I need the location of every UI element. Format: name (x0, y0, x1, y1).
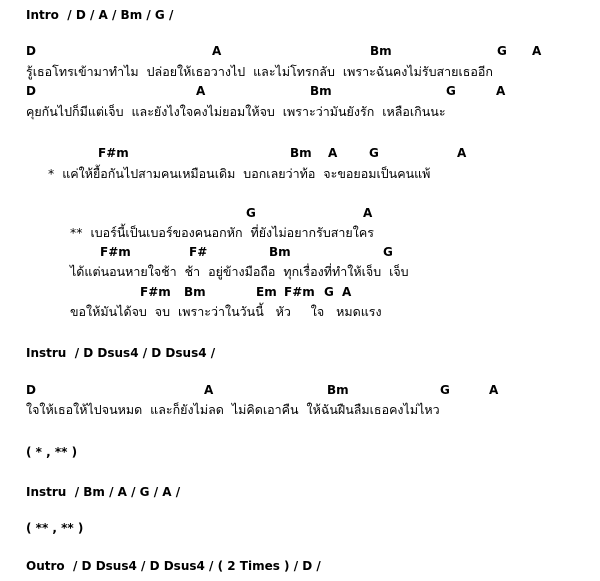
chord: Bm (310, 84, 332, 98)
chord: G (440, 383, 450, 397)
chord: G (246, 206, 256, 220)
chorus-lyric-2: ได้แต่นอนหายใจช้า ช้า อยู่ข้างมือถือ ทุกเรื่องที่ทำให้เจ็บ เจ็บ (70, 264, 409, 279)
instru-line-2: Instru / Bm / A / G / A / (26, 485, 181, 499)
chord: Bm (269, 245, 291, 259)
chord: F#m (98, 146, 129, 160)
verse2-lyric: ใจให้เธอให้ไปจนหมด และก็ยังไม่ลด ไม่คิดเอาคืน ให้ฉันฝืนลืมเธอคงไม่ไหว (26, 402, 440, 417)
chord: G (497, 44, 507, 58)
chord: A (496, 84, 506, 98)
pre-lyric: * แค่ให้ยื้อกันไปสามคนเหมือนเดิม บอกเลยว่าท้อ จะขอยอมเป็นคนแพ้ (48, 166, 431, 181)
verse1-lyric-1: รู้เธอโทรเข้ามาทำไม ปล่อยให้เธอวางไป และไม่โทรกลับ เพราะฉันคงไม่รับสายเธออีก (26, 64, 493, 79)
chord: Bm (184, 285, 206, 299)
chord: F# (189, 245, 208, 259)
chord: A (457, 146, 467, 160)
chord: G (324, 285, 334, 299)
chord: A (196, 84, 206, 98)
chord: Em (256, 285, 277, 299)
verse1-lyric-2: คุยกันไปก็มีแต่เจ็บ และยังไงใจคงไม่ยอมให้จบ เพราะว่ามันยังรัก เหลือเกินนะ (26, 104, 446, 119)
chord: D (26, 383, 36, 397)
instru-line-1: Instru / D Dsus4 / D Dsus4 / (26, 346, 216, 360)
chord: Bm (327, 383, 349, 397)
repeat-line-1: ( * , ** ) (26, 445, 78, 459)
chord: F#m (100, 245, 131, 259)
chord: G (446, 84, 456, 98)
chord: A (212, 44, 222, 58)
intro-line: Intro / D / A / Bm / G / (26, 8, 174, 22)
chord: G (383, 245, 393, 259)
chord: G (369, 146, 379, 160)
chorus-lyric-1: ** เบอร์นี้เป็นเบอร์ของคนอกหัก ที่ยังไม่อยากรับสายใคร (70, 225, 374, 240)
chord: F#m (140, 285, 171, 299)
chord: F#m (284, 285, 315, 299)
chord: A (489, 383, 499, 397)
chord: Bm (290, 146, 312, 160)
chord: A (532, 44, 542, 58)
outro-line: Outro / D Dsus4 / D Dsus4 / ( 2 Times ) / D / (26, 559, 321, 573)
chord: A (342, 285, 352, 299)
chord: A (204, 383, 214, 397)
repeat-line-2: ( ** , ** ) (26, 521, 84, 535)
chord: A (363, 206, 373, 220)
chord: D (26, 44, 36, 58)
chord: D (26, 84, 36, 98)
chord: Bm (370, 44, 392, 58)
chord: A (328, 146, 338, 160)
chorus-lyric-3: ขอให้มันได้จบ จบ เพราะว่าในวันนี้ หัว ใจ หมดแรง (70, 304, 382, 319)
